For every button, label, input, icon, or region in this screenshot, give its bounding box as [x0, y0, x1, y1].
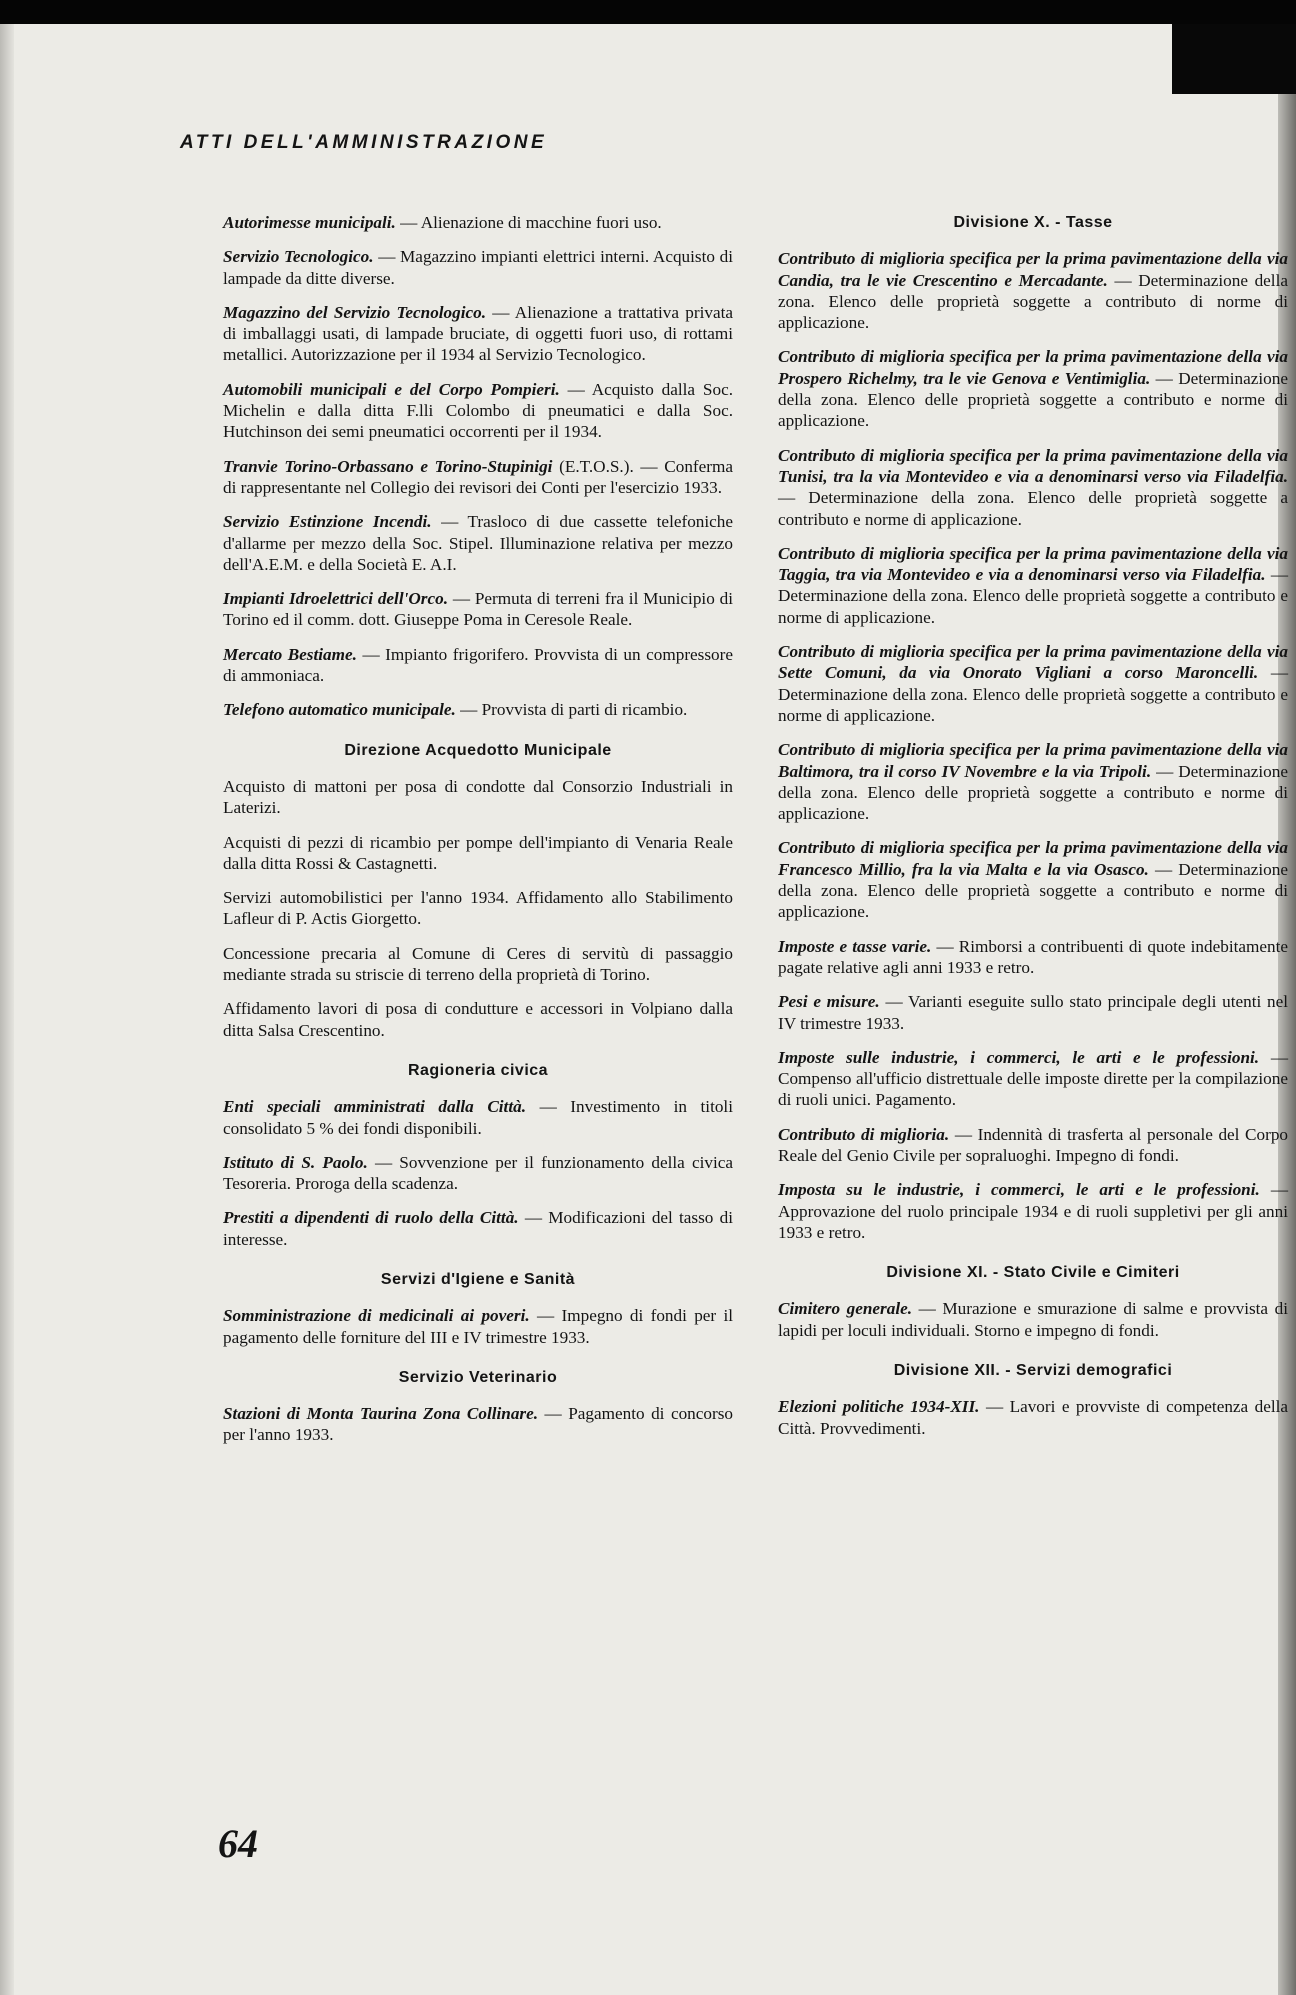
document-entry	[223, 1096, 733, 1139]
document-entry	[778, 1124, 1288, 1167]
entry-text: — Investimento in titoli consolidato 5 % dei fondi disponibili.	[223, 1097, 733, 1138]
document-entry	[778, 1396, 1288, 1439]
document-entry	[223, 588, 733, 631]
document-entry	[778, 1047, 1288, 1111]
entry-title: Contributo di miglioria specifica per la prima pavimentazione della via Candia, tra le vie Crescentino e Mercadante.	[778, 249, 1288, 290]
document-entry	[223, 832, 733, 875]
section-heading: Divisione XI. - Stato Civile e Cimiteri	[886, 1264, 1180, 1282]
entry-title: Autorimesse municipali.	[223, 213, 396, 232]
entry-title: Telefono automatico municipale.	[223, 700, 456, 720]
entry-title: Contributo di miglioria specifica per la prima pavimentazione della via Prospero Richelmy, tra le vie Genova e Ventimiglia.	[778, 347, 1288, 388]
document-entry	[223, 644, 733, 687]
entry-title: Automobili municipali e del Corpo Pompieri.	[223, 379, 560, 399]
entry-title: Imposta su le industrie, i commerci, le arti e le professioni.	[778, 1180, 1260, 1200]
document-entry	[223, 456, 733, 499]
document-entry	[223, 1207, 733, 1250]
entry-text: Servizi automobilistici per l'anno 1934. Affidamento allo Stabilimento Lafleur di P. Actis Giorgetto.	[223, 888, 733, 929]
document-entry	[778, 445, 1288, 530]
entry-text: — Rimborsi a contribuenti di quote indebitamente pagate relative agli anni 1933 e retro.	[778, 936, 1289, 977]
entry-title: Tranvie Torino-Orbassano e Torino-Stupinigi	[223, 456, 553, 476]
entry-text: Acquisto di mattoni per posa di condotte dal Consorzio Industriali in Laterizi.	[223, 776, 733, 818]
section-heading: Divisione X. - Tasse	[953, 214, 1113, 231]
document-entry	[778, 248, 1288, 333]
entry-text: — Lavori e provviste di competenza della Città. Provvedimenti.	[778, 1397, 1289, 1438]
entry-text: — Determinazione della zona. Elenco delle proprietà soggette a contributo e norme di applicazione.	[778, 859, 1288, 922]
entry-text: — Sovvenzione per il funzionamento della civica Tesoreria. Proroga della scadenza.	[223, 1152, 733, 1194]
entry-title: Somministrazione di medicinali ai poveri.	[223, 1306, 530, 1326]
entry-text: — Murazione e smurazione di salme e provvista di lapidi per loculi individuali. Storno e impegno di fondi.	[778, 1299, 1288, 1340]
scan-left-edge	[0, 24, 14, 1995]
document-entry	[223, 212, 733, 233]
entry-title: Imposte e tasse varie.	[778, 936, 932, 956]
entry-title: Imposte sulle industrie, i commerci, le arti e le professioni.	[778, 1047, 1260, 1067]
entry-text: Affidamento lavori di posa di condutture e accessori in Volpiano dalla ditta Salsa Crescentino.	[223, 999, 733, 1040]
section-heading: Divisione XII. - Servizi demografici	[893, 1362, 1173, 1380]
document-entry	[778, 991, 1288, 1034]
entry-title: Servizio Tecnologico.	[223, 247, 374, 267]
document-entry	[223, 246, 733, 289]
entry-text: — Approvazione del ruolo principale 1934 e di ruoli suppletivi per gli anni 1933 e retro.	[778, 1180, 1288, 1242]
entry-title: Pesi e misure.	[778, 992, 880, 1012]
entry-text: — Alienazione di macchine fuori uso.	[400, 213, 662, 232]
scan-top-border	[0, 0, 1296, 24]
left-column	[223, 212, 733, 1459]
entry-title: Stazioni di Monta Taurina Zona Collinare.	[223, 1404, 539, 1424]
entry-text: — Indennità di trasferta al personale del Corpo Reale del Genio Civile per sopraluoghi. Impegno di fondi.	[778, 1124, 1289, 1165]
entry-title: Prestiti a dipendenti di ruolo della Città.	[223, 1208, 519, 1228]
document-entry	[778, 1298, 1288, 1341]
entry-title: Enti speciali amministrati dalla Città.	[223, 1097, 526, 1117]
entry-text: — Provvista di parti di ricambio.	[460, 700, 688, 720]
document-entry	[223, 1152, 733, 1195]
entry-title: Magazzino del Servizio Tecnologico.	[223, 302, 487, 322]
entry-title: Elezioni politiche 1934-XII.	[778, 1397, 980, 1417]
entry-title: Contributo di miglioria specifica per la prima pavimentazione della via Tunisi, tra la via Montevideo e via a denominarsi verso via Filadelfia.	[778, 445, 1288, 486]
entry-text: — Permuta di terreni fra il Municipio di Torino ed il comm. dott. Giuseppe Poma in Ceresole Reale.	[223, 589, 733, 630]
section-heading: Direzione Acquedotto Municipale	[344, 741, 612, 759]
document-entry	[778, 739, 1288, 824]
document-entry	[223, 887, 733, 930]
entry-text: — Acquisto dalla Soc. Michelin e dalla ditta F.lli Colombo di pneumatici e dalla Soc. Hutchinson dei semi pneumatici occorrenti per il 1934.	[223, 379, 734, 442]
document-entry	[223, 943, 733, 986]
document-entry	[778, 837, 1288, 922]
entry-text: — Alienazione a trattativa privata di imballaggi usati, di lampade bruciate, di oggetti fuori uso, di rottami metallici. Autorizzazione per il 1934 al Servizio Tecnologico.	[223, 302, 733, 365]
entry-title: Contributo di miglioria.	[778, 1124, 950, 1144]
entry-text: — Impegno di fondi per il pagamento delle forniture del III e IV trimestre 1933.	[223, 1306, 733, 1347]
entry-text: Acquisti di pezzi di ricambio per pompe dell'impianto di Venaria Reale dalla ditta Rossi & Castagnetti.	[223, 832, 733, 873]
entry-title: Contributo di miglioria specifica per la prima pavimentazione della via Sette Comuni, da via Onorato Vigliani a corso Maroncelli.	[778, 642, 1288, 683]
entry-text: — Determinazione della zona. Elenco delle proprietà soggette a contributo e norme di applicazione.	[778, 488, 1288, 529]
entry-text: — Magazzino impianti elettrici interni. Acquisto di lampade da ditte diverse.	[223, 247, 733, 288]
document-entry	[223, 302, 733, 366]
scan-binding-shadow	[1172, 24, 1296, 94]
document-entry	[778, 936, 1288, 979]
entry-text: — Determinazione della zona. Elenco delle proprietà soggette a contributo e norme di applicazione.	[778, 368, 1288, 431]
entry-title: Istituto di S. Paolo.	[223, 1152, 368, 1172]
section-heading: Ragioneria civica	[407, 1061, 549, 1079]
document-entry	[223, 1403, 733, 1446]
document-entry	[778, 641, 1288, 726]
entry-title: Contributo di miglioria specifica per la prima pavimentazione della via Francesco Millio, fra la via Malta e la via Osasco.	[778, 838, 1288, 879]
entry-text: (E.T.O.S.). — Conferma di rappresentante nel Collegio dei revisori dei Conti per l'esercizio 1933.	[223, 456, 733, 497]
entry-text: — Varianti eseguite sullo stato principale degli utenti nel IV trimestre 1933.	[778, 992, 1288, 1033]
entry-title: Mercato Bestiame.	[223, 644, 357, 664]
section-heading: Servizi d'Igiene e Sanità	[380, 1270, 576, 1288]
entry-text: — Impianto frigorifero. Provvista di un compressore di ammoniaca.	[223, 644, 733, 686]
entry-title: Servizio Estinzione Incendi.	[223, 512, 432, 532]
page-number: 64	[218, 1821, 258, 1866]
document-entry	[223, 699, 733, 720]
entry-title: Contributo di miglioria specifica per la prima pavimentazione della via Taggia, tra via Montevideo e via a denominarsi verso via Filadelfia.	[778, 543, 1288, 585]
document-entry	[223, 379, 733, 443]
document-entry	[778, 543, 1288, 628]
running-header: ATTI DELL'AMMINISTRAZIONE	[180, 132, 548, 153]
entry-text: — Determinazione della zona. Elenco delle proprietà soggette a contributo di norme di applicazione.	[778, 270, 1288, 333]
entry-text: — Compenso all'ufficio distrettuale delle imposte dirette per la compilazione di ruoli unici. Pagamento.	[778, 1047, 1289, 1110]
document-entry	[223, 776, 733, 819]
entry-text: — Determinazione della zona. Elenco delle proprietà soggette a contributo e norme di applicazione.	[778, 761, 1288, 824]
section-heading: Servizio Veterinario	[398, 1368, 558, 1386]
entry-title: Cimitero generale.	[778, 1299, 913, 1319]
entry-text: — Trasloco di due cassette telefoniche d'allarme per mezzo della Soc. Stipel. Illuminazione relativa per mezzo dell'A.E.M. e della Società E. A.I.	[223, 512, 734, 574]
entry-text: — Pagamento di concorso per l'anno 1933.	[223, 1404, 733, 1445]
entry-text: — Modificazioni del tasso di interesse.	[223, 1208, 733, 1249]
entry-title: Impianti Idroelettrici dell'Orco.	[223, 589, 448, 609]
document-entry	[223, 998, 733, 1041]
document-entry	[223, 1305, 733, 1348]
document-entry	[778, 1179, 1288, 1243]
document-entry	[223, 511, 733, 575]
entry-text: Concessione precaria al Comune di Ceres di servitù di passaggio mediante strada su striscie di terreno della proprietà di Torino.	[223, 943, 733, 985]
document-entry	[778, 346, 1288, 431]
entry-text: — Determinazione della zona. Elenco delle proprietà soggette a contributo e norme di applicazione.	[778, 565, 1288, 627]
entry-title: Contributo di miglioria specifica per la prima pavimentazione della via Baltimora, tra il corso IV Novembre e la via Tripoli.	[778, 740, 1288, 781]
entry-text: — Determinazione della zona. Elenco delle proprietà soggette a contributo e norme di applicazione.	[778, 663, 1289, 725]
right-column	[778, 212, 1288, 1452]
